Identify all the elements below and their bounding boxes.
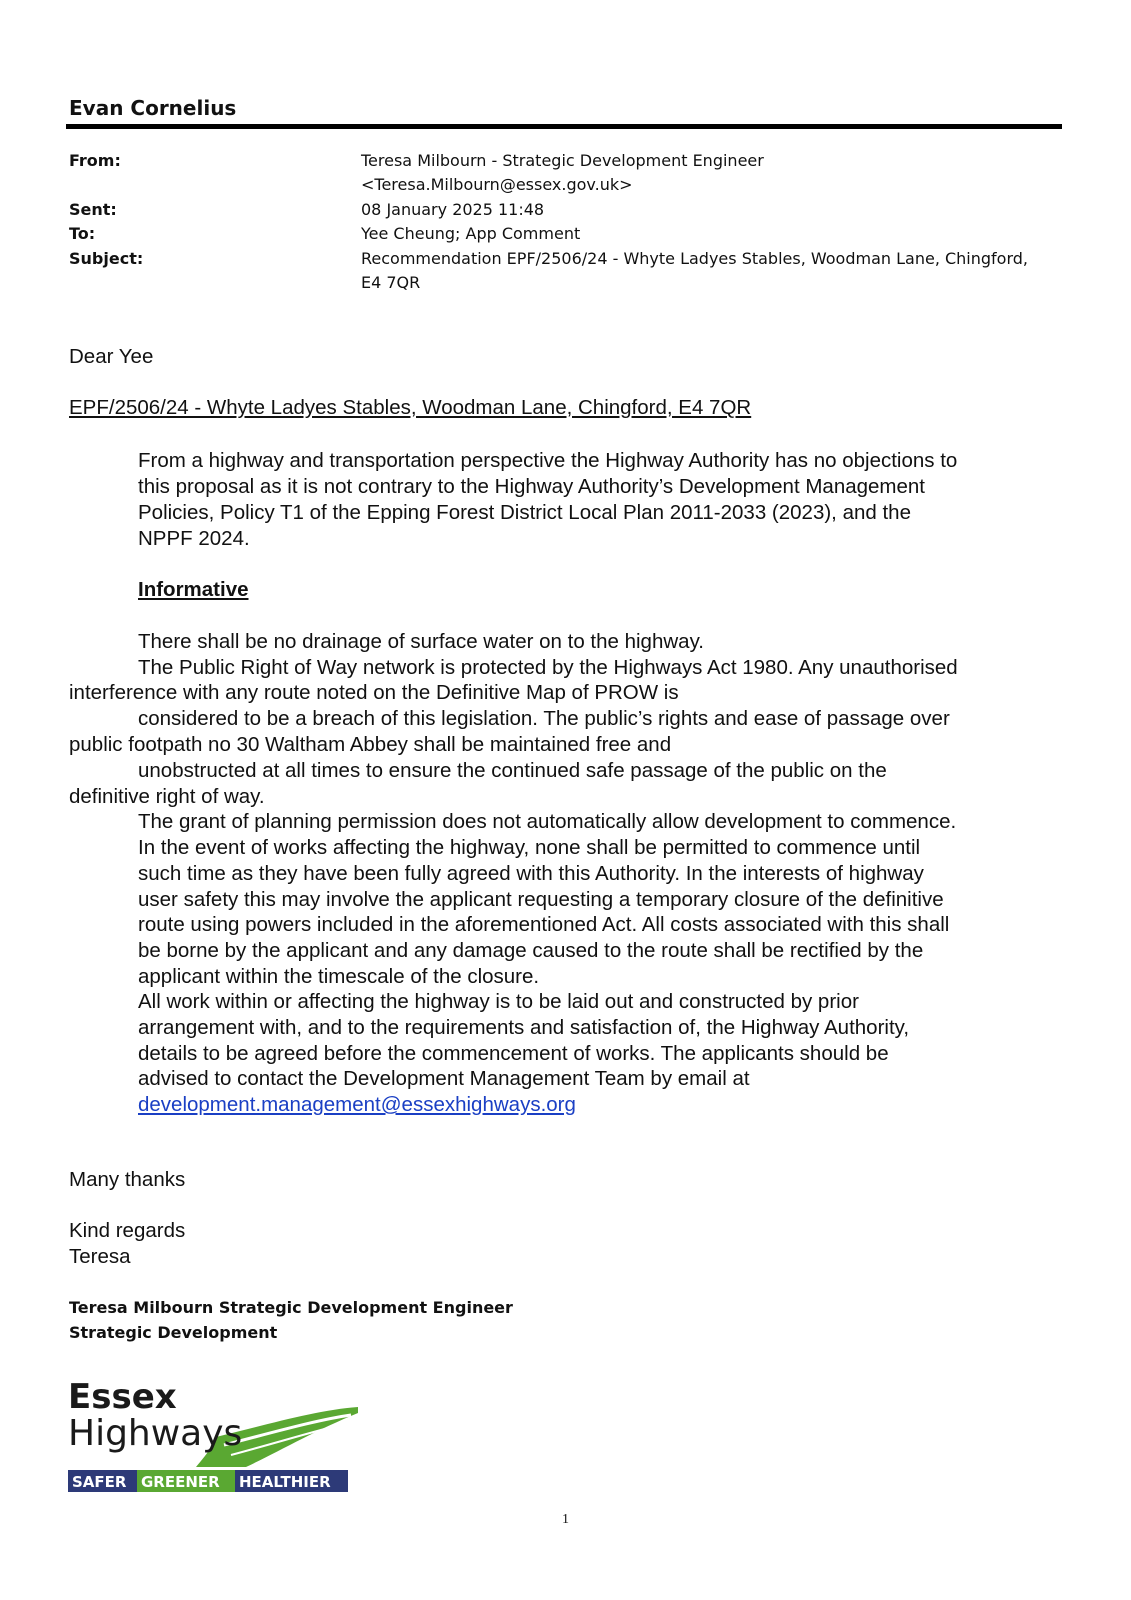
- informative-line: applicant within the timescale of the closure.: [138, 965, 540, 988]
- informative-line: The Public Right of Way network is protected by the Highways Act 1980. Any unauthorised: [138, 656, 958, 679]
- informative-line: unobstructed at all times to ensure the continued safe passage of the public on the: [138, 759, 887, 782]
- informative-line: be borne by the applicant and any damage caused to the route shall be rectified by the: [138, 939, 924, 962]
- logo-tagline-healthier: HEALTHIER: [239, 1473, 331, 1491]
- closing-thanks: Many thanks: [69, 1168, 186, 1191]
- informative-line: definitive right of way.: [69, 785, 265, 808]
- informative-line: All work within or affecting the highway is to be laid out and constructed by prior: [138, 990, 859, 1013]
- email-link[interactable]: development.management@essexhighways.org: [138, 1093, 576, 1116]
- logo-word-highways: Highways: [68, 1413, 243, 1454]
- closing-regards: Kind regards: [69, 1219, 186, 1242]
- informative-line: interference with any route noted on the Definitive Map of PROW is: [69, 681, 679, 704]
- informative-line: There shall be no drainage of surface water on to the highway.: [138, 630, 704, 653]
- reference-line: EPF/2506/24 - Whyte Ladyes Stables, Woodman Lane, Chingford, E4 7QR: [69, 396, 752, 419]
- informative-line: advised to contact the Development Management Team by email at: [138, 1067, 750, 1090]
- sender-name: Teresa: [69, 1245, 131, 1268]
- informative-line: arrangement with, and to the requirements and satisfaction of, the Highway Authority,: [138, 1016, 910, 1039]
- informative-line: user safety this may involve the applicant requesting a temporary closure of the definitive: [138, 888, 944, 911]
- signature-name-title: Teresa Milbourn Strategic Development Engineer: [69, 1298, 513, 1317]
- header-divider: [66, 124, 1062, 129]
- to-value: Yee Cheung; App Comment: [361, 224, 581, 243]
- logo-word-essex: Essex: [68, 1377, 177, 1417]
- sent-label: Sent:: [69, 200, 117, 219]
- logo-tagline-greener: GREENER: [141, 1473, 220, 1491]
- para1-line: Policies, Policy T1 of the Epping Forest District Local Plan 2011-2033 (2023), and the: [138, 501, 911, 524]
- subject-value-line2: E4 7QR: [361, 273, 421, 292]
- to-label: To:: [69, 224, 96, 243]
- document-owner-name: Evan Cornelius: [69, 96, 237, 120]
- signature-department: Strategic Development: [69, 1323, 278, 1342]
- logo-tagline-safer: SAFER: [72, 1473, 127, 1491]
- from-value-line2: <Teresa.Milbourn@essex.gov.uk>: [361, 175, 633, 194]
- from-label: From:: [69, 151, 121, 170]
- from-value-line1: Teresa Milbourn - Strategic Development Engineer: [361, 151, 764, 170]
- informative-line: details to be agreed before the commencement of works. The applicants should be: [138, 1042, 889, 1065]
- informative-line: route using powers included in the aforementioned Act. All costs associated with this shall: [138, 913, 950, 936]
- para1-line: From a highway and transportation perspective the Highway Authority has no objections to: [138, 449, 958, 472]
- informative-line: such time as they have been fully agreed with this Authority. In the interests of highway: [138, 862, 924, 885]
- informative-heading: Informative: [138, 578, 249, 601]
- subject-value-line1: Recommendation EPF/2506/24 - Whyte Ladyes Stables, Woodman Lane, Chingford,: [361, 249, 1028, 268]
- informative-line: The grant of planning permission does not automatically allow development to commence.: [138, 810, 957, 833]
- informative-line: public footpath no 30 Waltham Abbey shall be maintained free and: [69, 733, 672, 756]
- informative-line: considered to be a breach of this legislation. The public’s rights and ease of passage over: [138, 707, 950, 730]
- subject-label: Subject:: [69, 249, 144, 268]
- greeting: Dear Yee: [69, 345, 154, 368]
- sent-value: 08 January 2025 11:48: [361, 200, 545, 219]
- para1-line: this proposal as it is not contrary to the Highway Authority’s Development Management: [138, 475, 925, 498]
- para1-line: NPPF 2024.: [138, 527, 250, 550]
- informative-line: In the event of works affecting the highway, none shall be permitted to commence until: [138, 836, 921, 859]
- essex-highways-logo: [66, 1375, 366, 1493]
- page-number: 1: [562, 1512, 569, 1527]
